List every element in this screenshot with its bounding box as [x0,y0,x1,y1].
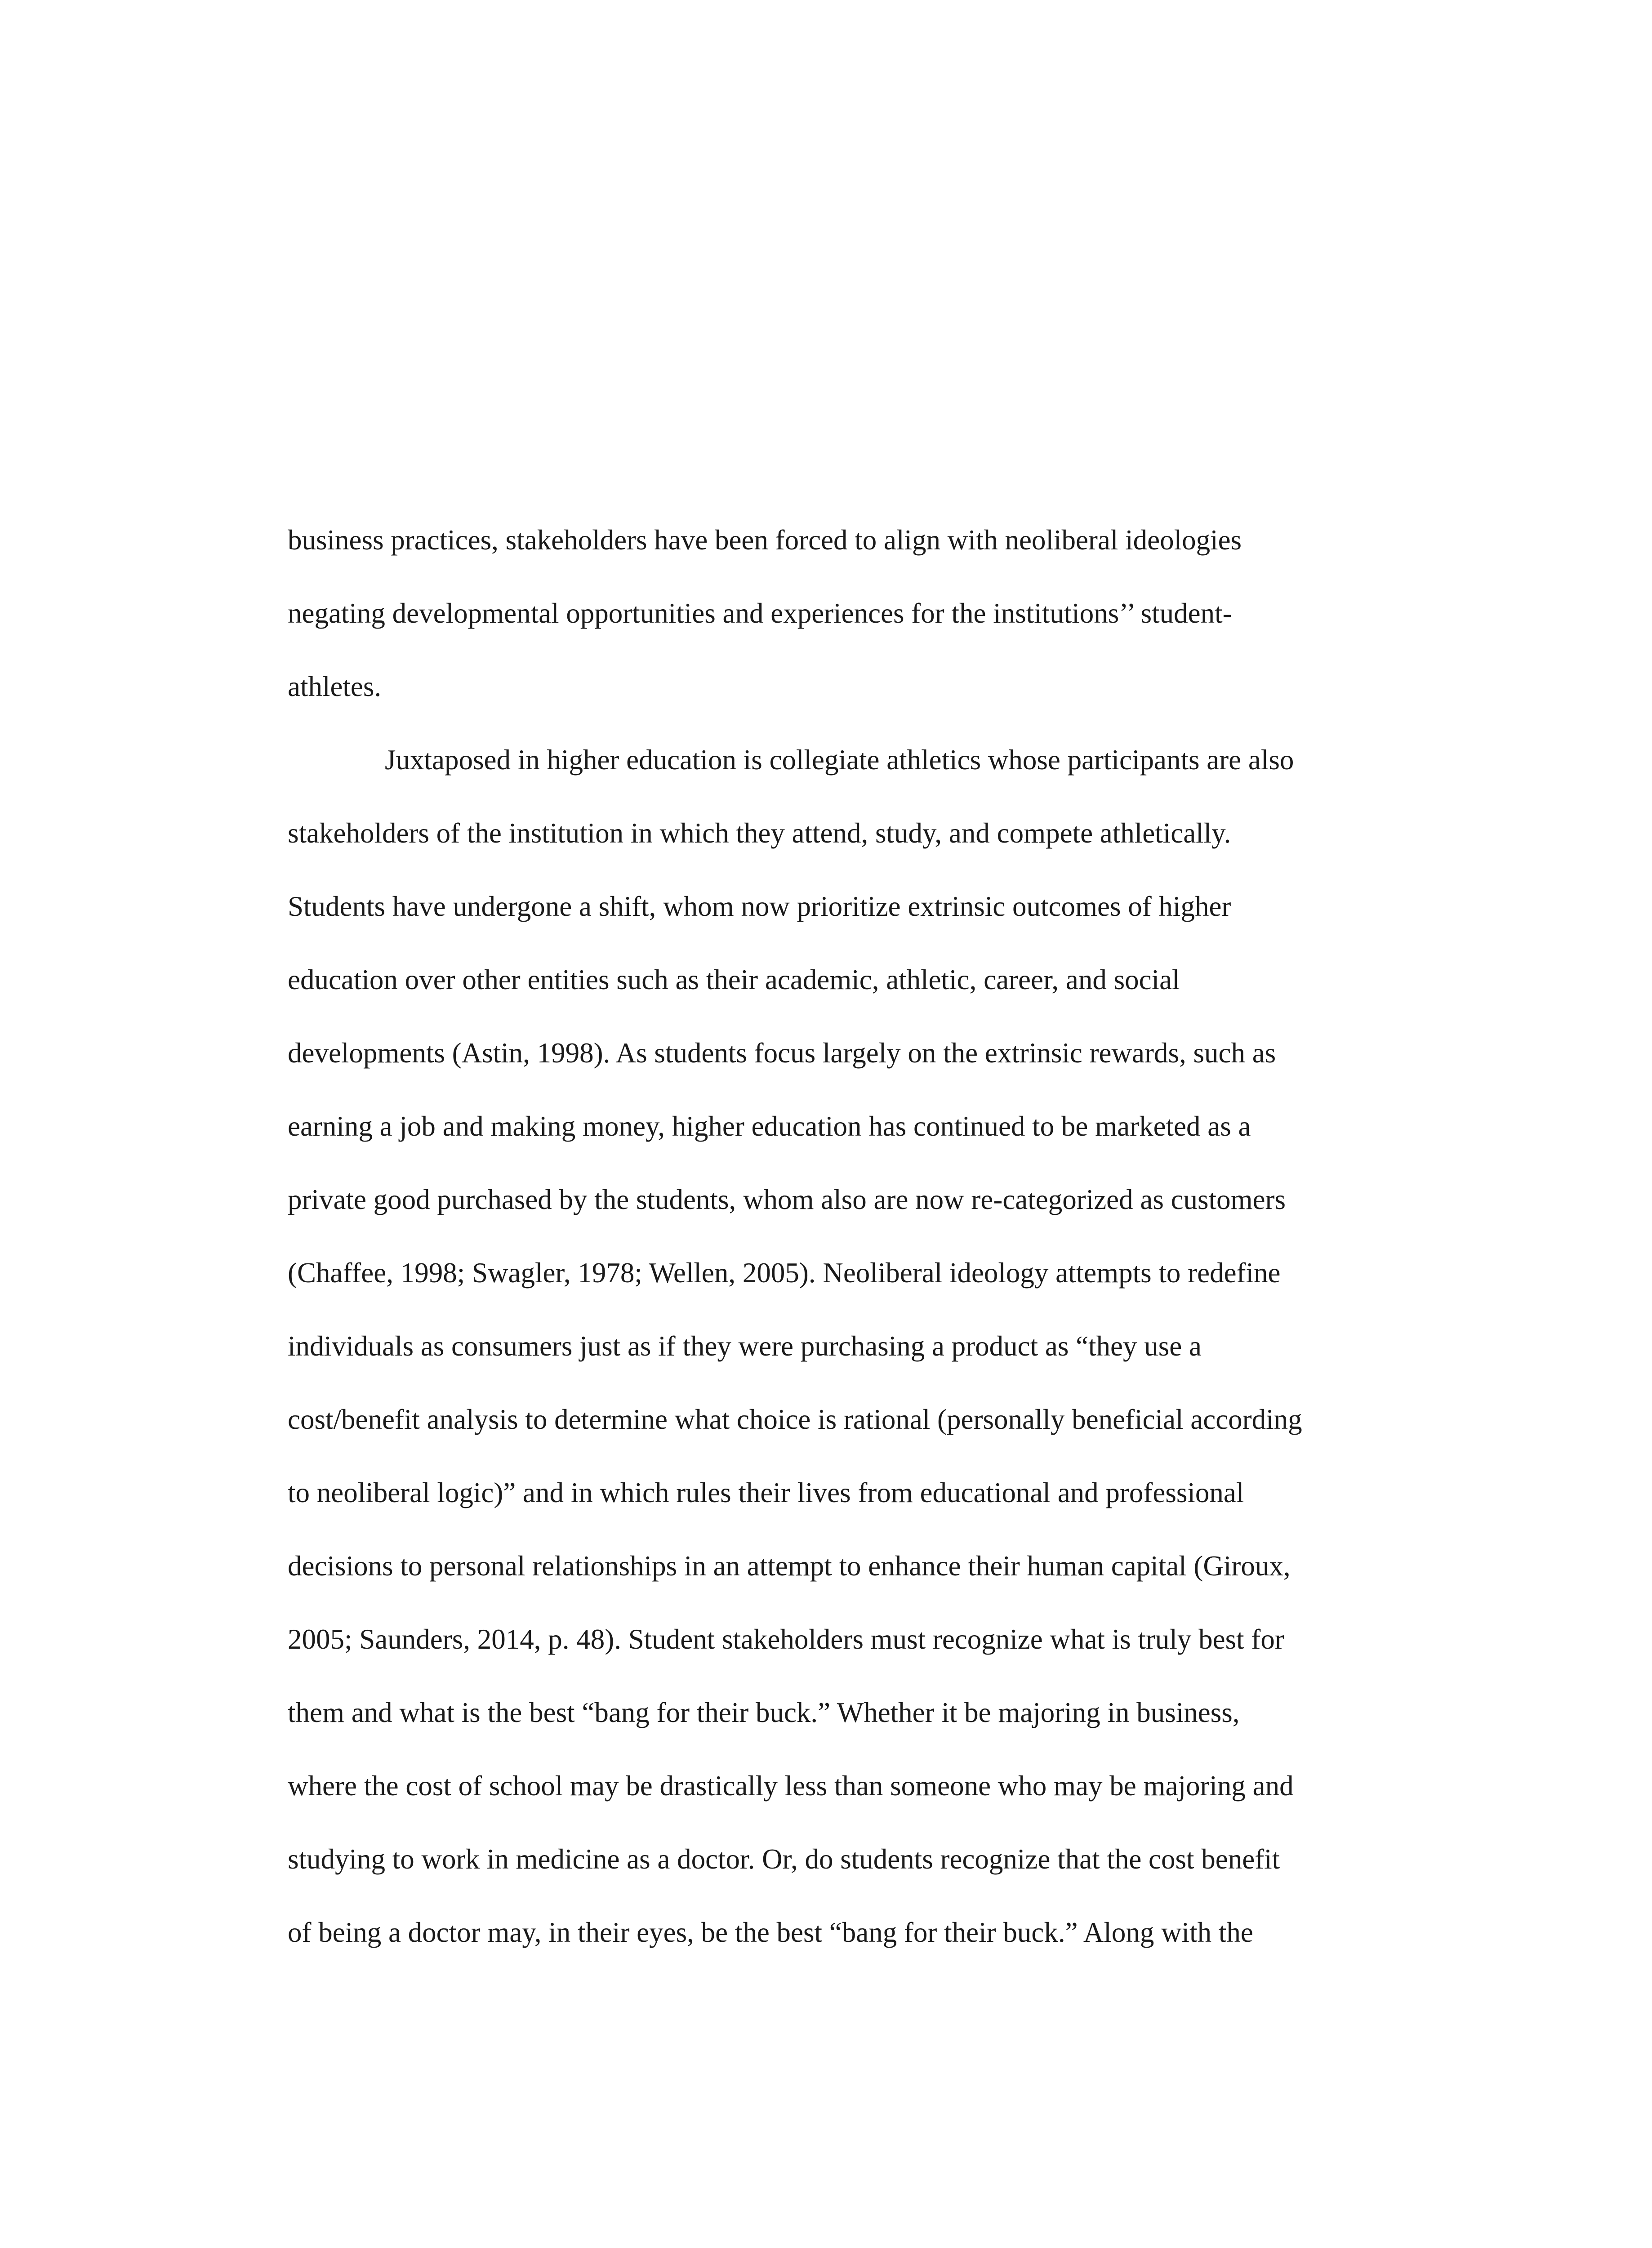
text-line: to neoliberal logic)” and in which rules their lives from educational and professional [288,1477,1244,1508]
text-line: where the cost of school may be drastically less than someone who may be majoring and [288,1770,1294,1802]
text-line: studying to work in medicine as a doctor. Or, do students recognize that the cost benefit [288,1843,1280,1875]
body-text [288,504,1438,1969]
text-line: developments (Astin, 1998). As students focus largely on the extrinsic rewards, such as [288,1037,1276,1069]
text-line: them and what is the best “bang for their buck.” Whether it be majoring in business, [288,1697,1240,1728]
text-line: negating developmental opportunities and experiences for the institutions’’ student- [288,598,1232,629]
text-line: Juxtaposed in higher education is collegiate athletics whose participants are also [385,744,1294,776]
text-line: Students have undergone a shift, whom now prioritize extrinsic outcomes of higher [288,891,1231,922]
text-line: business practices, stakeholders have been forced to align with neoliberal ideologies [288,524,1242,556]
text-line: cost/benefit analysis to determine what choice is rational (personally beneficial according [288,1404,1302,1435]
text-line: athletes. [288,671,382,702]
text-line: (Chaffee, 1998; Swagler, 1978; Wellen, 2005). Neoliberal ideology attempts to redefine [288,1257,1281,1289]
text-line: of being a doctor may, in their eyes, be the best “bang for their buck.” Along with the [288,1917,1253,1948]
text-line: stakeholders of the institution in which they attend, study, and compete athletically. [288,817,1231,849]
text-line: education over other entities such as their academic, athletic, career, and social [288,964,1180,995]
text-line: earning a job and making money, higher education has continued to be marketed as a [288,1111,1251,1142]
text-line: individuals as consumers just as if they were purchasing a product as “they use a [288,1330,1202,1362]
text-line: 2005; Saunders, 2014, p. 48). Student stakeholders must recognize what is truly best for [288,1624,1284,1655]
text-line: private good purchased by the students, whom also are now re-categorized as customers [288,1184,1286,1215]
text-line: decisions to personal relationships in an attempt to enhance their human capital (Giroux, [288,1550,1291,1582]
